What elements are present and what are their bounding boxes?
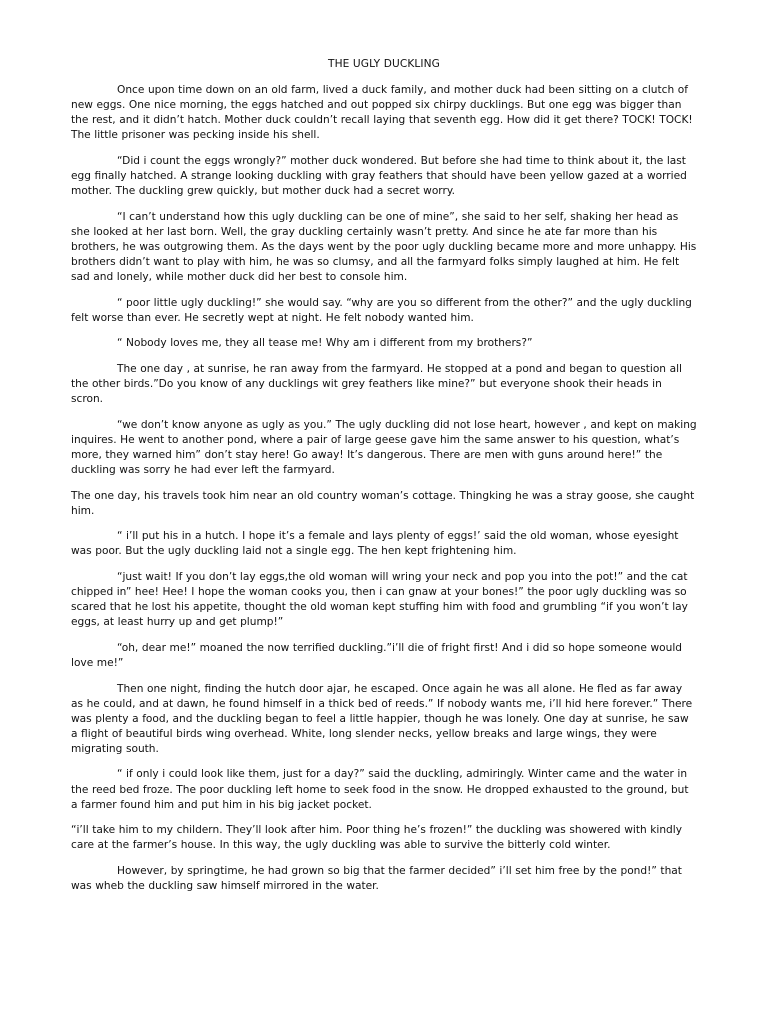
paragraph: The one day, his travels took him near an old country woman’s cottage. Thingking he was a stray goose, she caught him.: [71, 489, 695, 517]
paragraph: “we don’t know anyone as ugly as you.” The ugly duckling did not lose heart, however , and kept on making inquires. He went to another pond, where a pair of large geese gave him the same answer to his question, what’s more, they warned him” don’t stay here! Go away! It’s dangerous. There are men with guns around here!” the duckling was sorry he had ever left the farmyard.: [71, 418, 697, 476]
paragraph: “I can’t understand how this ugly duckling can be one of mine”, she said to her self, shaking her head as she looked at her last born. Well, the gray duckling certainly wasn’t pretty. And since he ate far more than his brothers, he was outgrowing them. As the days went by the poor ugly duckling became more and more unhappy. His brothers didn’t want to play with him, he was so clumsy, and all the farmyard folks simply laughed at him. He felt sad and lonely, while mother duck did her best to console him.: [71, 210, 697, 284]
paragraph: “just wait! If you don’t lay eggs,the old woman will wring your neck and pop you into the pot!” and the cat chipped in” hee! Hee! I hope the woman cooks you, then i can gnaw at your bones!” the poor ugly duckling was so scared that he lost his appetite, thought the old woman kept stuffing him with food and grumbling “if you won’t lay eggs, at least hurry up and get plump!”: [71, 570, 688, 629]
paragraph: Then one night, finding the hutch door ajar, he escaped. Once again he was all alone. He fled as far away as he could, and at dawn, he found himself in a thick bed of reeds.” If nobody wants me, i’ll hid here forever.” There was plenty a food, and the duckling began to feel a little happier, though he was lonely. One day at sunrise, he saw a flight of beautiful birds wing overhead. White, long slender necks, yellow breaks and large wings, they were migrating south.: [71, 682, 693, 755]
paragraph: “ Nobody loves me, they all tease me! Why am i different from my brothers?”: [117, 337, 533, 350]
paragraph: Once upon time down on an old farm, lived a duck family, and mother duck had been sitting on a clutch of new eggs. One nice morning, the eggs hatched and out popped six chirpy ducklings. But one egg was bigger than the rest, and it didn’t hatch. Mother duck couldn’t recall laying that seventh egg. How did it get there? TOCK! TOCK! The little prisoner was pecking inside his shell.: [71, 84, 693, 142]
document-body: [71, 58, 697, 905]
paragraph: However, by springtime, he had grown so big that the farmer decided” i’ll set him free by the pond!” that was wheb the duckling saw himself mirrored in the water.: [71, 864, 682, 893]
paragraph: “i’ll take him to my childern. They’ll look after him. Poor thing he’s frozen!” the duckling was showered with kindly care at the farmer’s house. In this way, the ugly duckling was able to survive the bitterly cold winter.: [71, 824, 682, 852]
paragraph: “oh, dear me!” moaned the now terrified duckling.”i’ll die of fright first! And i did so hope someone would love me!”: [71, 641, 682, 669]
paragraph: “ i’ll put his in a hutch. I hope it’s a female and lays plenty of eggs!’ said the old woman, whose eyesight was poor. But the ugly duckling laid not a single egg. The hen kept frightening him.: [71, 530, 679, 558]
paragraph: “Did i count the eggs wrongly?” mother duck wondered. But before she had time to think about it, the last egg finally hatched. A strange looking duckling with gray feathers that should have been yellow gazed at a worried mother. The duckling grew quickly, but mother duck had a secret worry.: [71, 154, 687, 198]
document-title: THE UGLY DUCKLING: [328, 58, 440, 70]
paragraph: The one day , at sunrise, he ran away from the farmyard. He stopped at a pond and began to question all the other birds.”Do you know of any ducklings wit grey feathers like mine?” but everyone shook their heads in scron.: [71, 362, 682, 406]
paragraph: “ if only i could look like them, just for a day?” said the duckling, admiringly. Winter came and the water in the reed bed froze. The poor duckling left home to seek food in the snow. He dropped exhausted to the ground, but a farmer found him and put him in his big jacket pocket.: [71, 768, 689, 811]
paragraph: “ poor little ugly duckling!” she would say. “why are you so different from the other?” and the ugly duckling felt worse than ever. He secretly wept at night. He felt nobody wanted him.: [71, 296, 692, 324]
